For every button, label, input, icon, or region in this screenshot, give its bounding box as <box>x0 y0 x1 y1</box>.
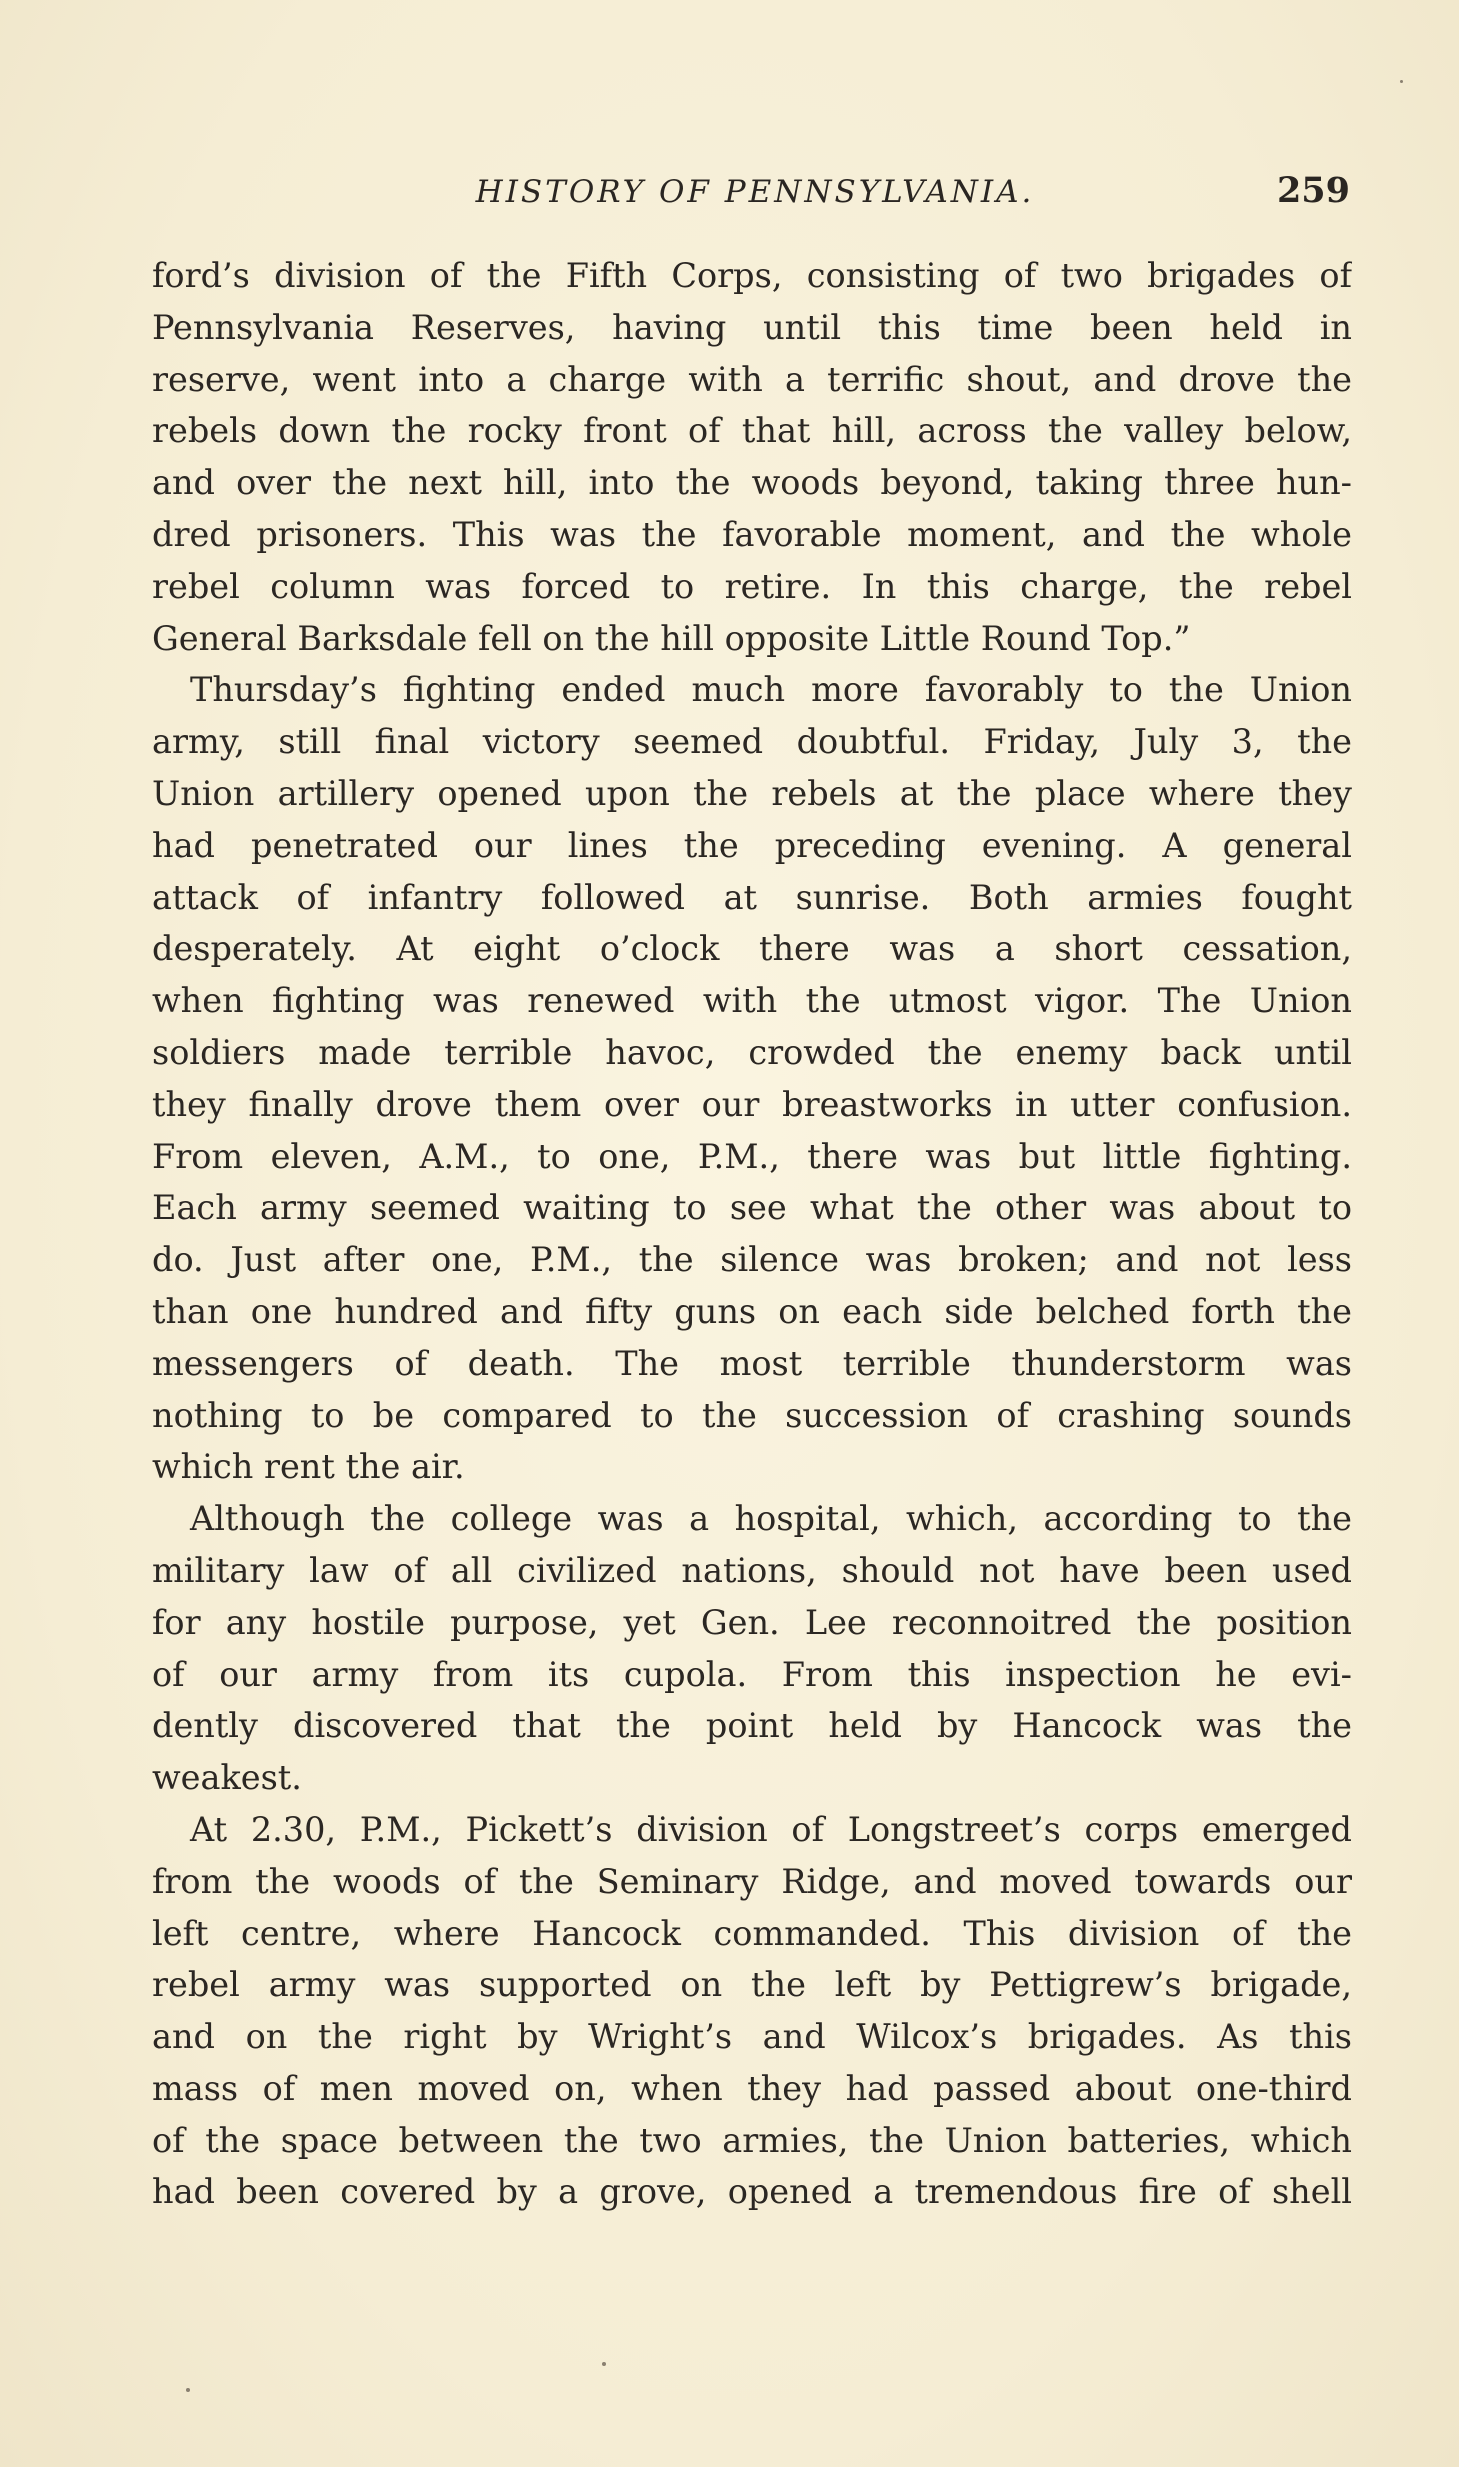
paper-speck <box>602 2362 606 2366</box>
text-line: At 2.30, P.M., Pickett’s division of Longstreet’s corps emerged <box>190 1809 1352 1849</box>
text-line: Union artillery opened upon the rebels at the place where they <box>152 773 1352 813</box>
page-header <box>150 168 1360 220</box>
text-line: desperately. At eight o’clock there was a short cessation, <box>152 929 1352 969</box>
text-line: Although the college was a hospital, which, according to the <box>190 1499 1352 1539</box>
paper-speck <box>1400 80 1403 83</box>
text-line: attack of infantry followed at sunrise. Both armies fought <box>152 877 1352 917</box>
text-line: rebel army was supported on the left by Pettigrew’s brigade, <box>152 1965 1352 2005</box>
text-line: military law of all civilized nations, should not have been used <box>152 1550 1352 1590</box>
text-line: army, still final victory seemed doubtful. Friday, July 3, the <box>152 722 1352 762</box>
text-line: soldiers made terrible havoc, crowded the enemy back until <box>152 1032 1352 1072</box>
text-line: and on the right by Wright’s and Wilcox’s brigades. As this <box>152 2017 1352 2057</box>
text-line: messengers of death. The most terrible thunderstorm was <box>152 1343 1352 1383</box>
text-line: of our army from its cupola. From this inspection he evi- <box>152 1654 1352 1694</box>
text-line: General Barksdale fell on the hill opposite Little Round Top.” <box>152 618 1191 658</box>
page-number: 259 <box>1276 170 1350 211</box>
text-line: left centre, where Hancock commanded. This division of the <box>152 1913 1352 1953</box>
text-line: from the woods of the Seminary Ridge, and moved towards our <box>152 1861 1352 1901</box>
text-line: reserve, went into a charge with a terrific shout, and drove the <box>152 359 1352 399</box>
text-line: Thursday’s fighting ended much more favorably to the Union <box>190 670 1352 710</box>
text-line: nothing to be compared to the succession of crashing sounds <box>152 1395 1352 1435</box>
text-line: they finally drove them over our breastworks in utter confusion. <box>152 1084 1352 1124</box>
text-line: From eleven, A.M., to one, P.M., there was but little fighting. <box>152 1136 1352 1176</box>
text-line: when fighting was renewed with the utmost vigor. The Union <box>152 981 1352 1021</box>
text-line: for any hostile purpose, yet Gen. Lee reconnoitred the position <box>152 1602 1352 1642</box>
text-line: and over the next hill, into the woods beyond, taking three hun- <box>152 463 1352 503</box>
text-line: of the space between the two armies, the Union batteries, which <box>152 2120 1352 2160</box>
text-line: Pennsylvania Reserves, having until this time been held in <box>152 307 1352 347</box>
text-line: which rent the air. <box>152 1447 465 1487</box>
text-line: dently discovered that the point held by Hancock was the <box>152 1706 1352 1746</box>
running-title: HISTORY OF PENNSYLVANIA. <box>475 174 1035 210</box>
text-line: Each army seemed waiting to see what the other was about to <box>152 1188 1352 1228</box>
text-line: do. Just after one, P.M., the silence was broken; and not less <box>152 1240 1352 1280</box>
text-line: rebel column was forced to retire. In this charge, the rebel <box>152 566 1352 606</box>
text-line: had been covered by a grove, opened a tremendous fire of shell <box>152 2172 1352 2212</box>
text-line: ford’s division of the Fifth Corps, consisting of two brigades of <box>152 256 1352 295</box>
paper-speck <box>186 2388 190 2392</box>
body-text <box>152 250 1352 2218</box>
text-line: rebels down the rocky front of that hill, across the valley below, <box>152 411 1352 451</box>
text-line: weakest. <box>152 1758 302 1798</box>
text-line: had penetrated our lines the preceding evening. A general <box>152 825 1352 865</box>
text-line: mass of men moved on, when they had passed about one-third <box>152 2068 1352 2108</box>
text-line: than one hundred and fifty guns on each side belched forth the <box>152 1291 1352 1331</box>
text-line: dred prisoners. This was the favorable moment, and the whole <box>152 514 1352 554</box>
